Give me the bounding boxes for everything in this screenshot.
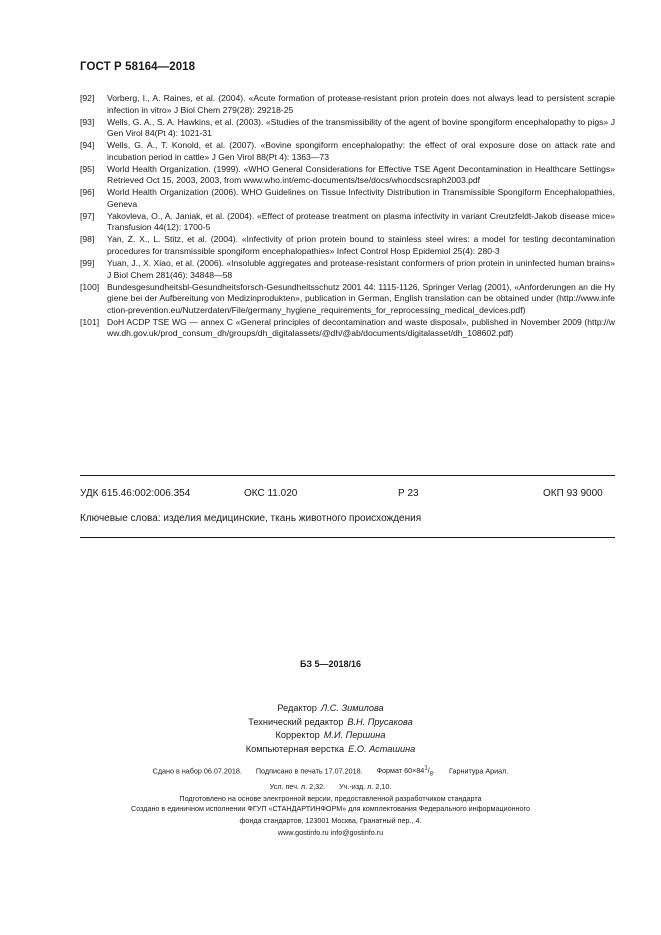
reference-text: DoH ACDP TSE WG — annex C «General principles of decontamination and waste disposal», published in November 2009 (http://www.dh.gov.uk/prod_consum_dh/groups/dh_digitalassets/@dh/@ab/documents/digitalasset/dh_108602.pdf) (107, 316, 615, 339)
staff-row (0, 716, 661, 730)
reference-text: Yan, Z. X., L. Stitz, et al. (2004). «Infectivity of prion protein bound to stainless steel wires: a model for testing decontamination procedures for transmissible spongiform encephalopathies» Infect Control Hosp Epidemiol 25(4): 280-3 (107, 234, 615, 257)
staff-role: Корректор (275, 730, 320, 740)
reference-number: [92] (80, 93, 95, 103)
reference-item (80, 187, 615, 210)
reference-number: [98] (80, 234, 95, 245)
reference-text: World Health Organization. (1999). «WHO General Considerations for Effective TSE Agent Decontamination in Healthcare Settings» Retrieved Oct 15, 2003, 2003, from www.who.int/emc-documents/tse/docs/whocdscsraph2003.pdf (107, 163, 615, 186)
reference-number: [94] (80, 140, 95, 151)
oks-code: ОКС 11.020 (244, 488, 298, 499)
reference-text: World Health Organization (2006). WHO Guidelines on Tissue Infectivity Distribution in Transmissible Spongiform Encephalopathies, Geneva (107, 187, 615, 209)
footer-site-link[interactable]: www.gostinfo.ru (277, 828, 329, 837)
print-info (0, 764, 661, 804)
reference-text: Yuan, J., X. Xiao, et al. (2006). «Insoluble aggregates and protease-resistant conformers of prion protein in uninfected human brains» J Biol Chem 281(46): 34848—58 (107, 258, 615, 280)
editorial-staff (0, 702, 661, 756)
reference-text: Bundesgesundheitsbl-Gesundheitsforsch-Gesundheitsschutz 2001 44: 1115-1126, Springer Verlag (2001), «Anforderungen an die Hygiene bei der Aufbereitung von Medizinprodukten», publication in German, English translation can be obtained under (http://www.infection-prevention.eu/Nutzerdaten/File/germany_hygiene_requirements_for_reprocessing_medical_devices.pdf) (107, 281, 615, 315)
submitted-date: Сдано в набор 06.07.2018. (152, 766, 242, 776)
signed-date: Подписано в печать 17.07.2018. (255, 766, 363, 776)
reference-item (80, 164, 615, 187)
staff-role: Редактор (277, 703, 317, 713)
footer-contacts (0, 827, 661, 839)
footer-email-link[interactable]: info@gostinfo.ru (330, 828, 384, 837)
reference-number: [97] (80, 210, 95, 221)
staff-name: Е.О. Асташина (348, 743, 416, 754)
staff-name: Л.С. Зимилова (320, 703, 384, 713)
staff-role: Технический редактор (248, 716, 344, 727)
reference-item (80, 117, 615, 140)
bz-number: БЗ 5—2018/16 (299, 659, 362, 669)
reference-item (80, 317, 615, 340)
document-header: ГОСТ Р 58164—2018 (80, 61, 196, 73)
reference-number: [100] (80, 281, 100, 292)
okp-code: ОКП 93 9000 (543, 488, 603, 499)
publisher-footer (0, 803, 661, 839)
publishing-sheets: Уч.-изд. л. 2,10. (339, 782, 392, 792)
reference-number: [95] (80, 163, 95, 174)
udk-code: УДК 615.46:002:006.354 (80, 488, 191, 499)
classification-top-rule (80, 475, 615, 476)
footer-line-2: фонда стандартов, 123001 Москва, Гранатный пер., 4. (239, 816, 422, 825)
reference-number: [96] (80, 187, 95, 198)
staff-row (0, 702, 661, 716)
paper-format: Формат $60\times 84^1/_8$. (376, 766, 435, 778)
footer-line-1: Создано в единичном исполнении ФГУП «СТАНДАРТИНФОРМ» для комплектования Федерального информационного (131, 804, 530, 813)
typeface: Гарнитура Ариал. (449, 766, 509, 776)
reference-text: Wells, G. A., T. Konold, et al. (2007). «Bovine spongiform encephalopathy: the effect of oral exposure dose on attack rate and incubation period in cattle» J Gen Virol 88(Pt 4): 1363—73 (107, 140, 615, 162)
r-code: Р 23 (398, 488, 419, 499)
staff-row (0, 743, 661, 757)
print-line-3: Подготовлено на основе электронной версии, предоставленной разработчиком стандарта (179, 793, 482, 803)
reference-item (80, 282, 615, 317)
reference-text: Vorberg, I., A. Raines, et al. (2004). «Acute formation of protease-resistant prion protein does not always lead to persistent scrapie infection in vitro» J Biol Chem 279(28): 29218-25 (107, 93, 615, 115)
reference-list (80, 93, 615, 340)
staff-name: М.И. Першина (323, 730, 386, 740)
reference-number: [101] (80, 316, 100, 327)
reference-item (80, 258, 615, 281)
reference-item (80, 140, 615, 163)
reference-item (80, 234, 615, 257)
reference-number: [99] (80, 258, 95, 269)
classification-bottom-rule (80, 537, 615, 538)
reference-text: Wells, G. A., S. A. Hawkins, et al. (2003). «Studies of the transmissibility of the agent of bovine spongiform encephalopathy to pigs» J Gen Virol 84(Pt 4): 1021-31 (107, 116, 615, 139)
print-line-1 (0, 764, 661, 781)
reference-item (80, 93, 615, 116)
reference-number: [93] (80, 116, 95, 127)
print-line-2 (0, 781, 661, 792)
reference-item (80, 211, 615, 234)
reference-text: Yakovleva, O., A. Janiak, et al. (2004). «Effect of protease treatment on plasma infectivity in variant Creutzfeldt-Jakob disease mice» Transfusion 44(12): 1700-5 (107, 210, 615, 233)
staff-role: Компьютерная верстка (245, 743, 345, 754)
staff-name: В.Н. Прусакова (347, 716, 413, 727)
staff-row (0, 729, 661, 743)
keywords: Ключевые слова: изделия медицинские, ткань животного происхождения (80, 513, 422, 524)
printed-sheets: Усл. печ. л. 2,32. (269, 782, 326, 792)
